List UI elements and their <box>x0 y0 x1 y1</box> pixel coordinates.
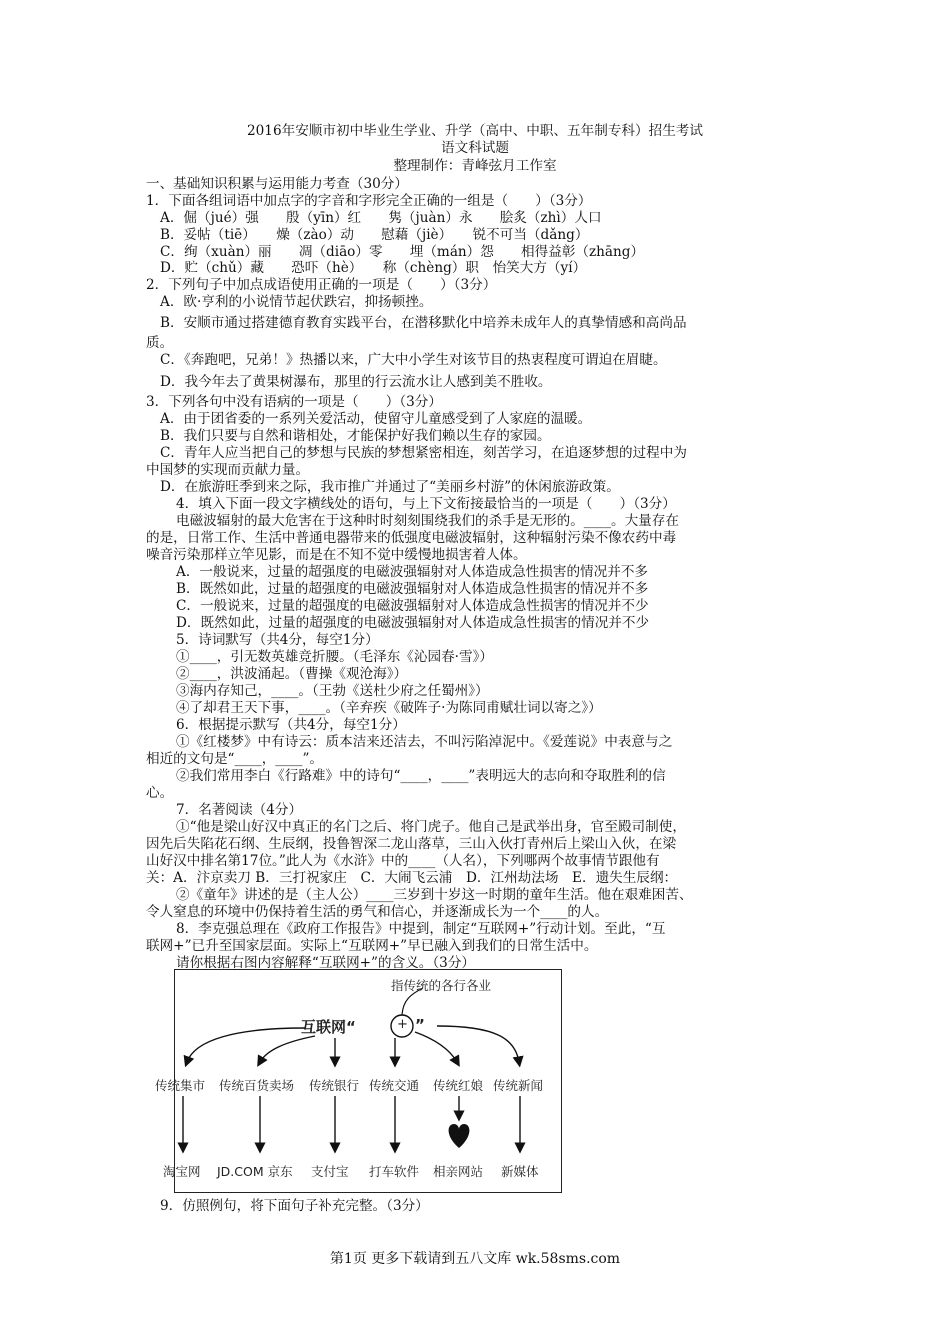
bottom-label-dating-site: 相亲网站 <box>433 1164 484 1179</box>
top-label-bank: 传统银行 <box>309 1078 360 1093</box>
q5-item-4: ④了却君王天下事，____。（辛弃疾《破阵子·为陈同甫赋壮词以寄之》） <box>176 700 602 716</box>
question-2: 2．下列句子中加点成语使用正确的一项是（ ）（3分） <box>146 277 497 293</box>
question-3: 3．下列各句中没有语病的一项是（ ）（3分） <box>146 394 442 410</box>
figure-plus-sign: + <box>397 1017 408 1032</box>
top-label-transport: 传统交通 <box>369 1078 420 1093</box>
q4-option-c: C．一般说来，过量的超强度的电磁波强辐射对人体造成急性损害的情况并不少 <box>176 598 649 614</box>
figure-note: 指传统的各行各业 <box>391 978 492 993</box>
q2-option-b: B．安顺市通过搭建德育教育实践平台，在潜移默化中培养未成年人的真挚情感和高尚品 <box>160 315 687 331</box>
internet-plus-diagram <box>155 969 562 1193</box>
q3-option-c: C．青年人应当把自己的梦想与民族的梦想紧密相连，刻苦学习，在追逐梦想的过程中为 <box>160 445 687 461</box>
q3-option-c-cont: 中国梦的实现而贡献力量。 <box>146 462 310 478</box>
figure-center-close: ” <box>415 1016 425 1034</box>
q4-passage-1: 电磁波辐射的最大危害在于这种时时刻刻围绕我们的杀手是无形的。____。大量存在 <box>176 513 679 529</box>
top-label-store: 传统百货卖场 <box>219 1078 295 1093</box>
bottom-label-jd: JD.COM 京东 <box>217 1164 293 1179</box>
arrow-to-store <box>260 1036 315 1062</box>
q2-option-a: A．欧·亨利的小说情节起伏跌宕，抑扬顿挫。 <box>160 294 433 310</box>
q1-option-a: A．倔（jué）强 殷（yīn）红 隽（juàn）永 脍炙（zhì）人口 <box>160 210 602 226</box>
page-footer: 第1页 更多下载请到五八文库 wk.58sms.com <box>329 1251 621 1267</box>
top-label-news: 传统新闻 <box>493 1078 544 1093</box>
q8-line2: 联网+”已升至国家层面。实际上“互联网+”早已融入到我们的日常生活中。 <box>146 938 598 954</box>
q6-item-1: ①《红楼梦》中有诗云：质本洁来还洁去，不叫污陷淖泥中。《爱莲说》中表意与之 <box>176 734 673 750</box>
compiler-credit: 整理制作：青峰弦月工作室 <box>393 158 557 174</box>
q7-item-1: ①“他是梁山好汉中真正的名门之后、将门虎子。他自己是武举出身，官至殿司制使， <box>176 819 686 835</box>
q1-option-c: C．绚（xuàn）丽 凋（diāo）零 埋（mán）怨 相得益彰（zhāng） <box>160 244 645 260</box>
q3-option-d: D．在旅游旺季到来之际，我市推广并通过了“美丽乡村游”的休闲旅游政策。 <box>160 479 620 495</box>
question-5: 5．诗词默写（共4分，每空1分） <box>176 632 379 648</box>
q6-item-2: ②我们常用李白《行路难》中的诗句“____，____”表明远大的志向和夺取胜利的信 <box>176 768 666 784</box>
q6-item-1-cont: 相近的文句是“____，____”。 <box>146 751 324 767</box>
q1-option-d: D．贮（chǔ）藏 恐吓（hè） 称（chèng）职 怡笑大方（yí） <box>160 260 587 276</box>
heart-icon <box>449 1124 470 1148</box>
question-7: 7．名著阅读（4分） <box>176 802 303 818</box>
q2-option-b-cont: 质。 <box>146 335 174 351</box>
q5-item-3: ③海内存知己，____。（王勃《送杜少府之任蜀州》） <box>176 683 489 699</box>
q5-item-2: ②____，洪波涌起。（曹操《观沧海》） <box>176 666 408 682</box>
bottom-label-taobao: 淘宝网 <box>163 1164 201 1179</box>
question-1: 1．下面各组词语中加点字的字音和字形完全正确的一组是（ ）（3分） <box>146 193 592 209</box>
q2-option-c: C．《奔跑吧，兄弟！》热播以来，广大中小学生对该节目的热衷程度可谓迫在眉睫。 <box>160 352 667 368</box>
question-6: 6．根据提示默写（共4分，每空1分） <box>176 717 406 733</box>
q1-option-b: B．妥帖（tiē） 燥（zào）动 慰藉（jiè） 锐不可当（dǎng） <box>160 227 589 243</box>
q7-item-1-line2: 因先后失陷花石纲、生辰纲，投鲁智深二龙山落草，三山入伙打青州后上梁山入伙，在梁 <box>146 836 677 852</box>
q7-item-2-cont: 令人窒息的环境中仍保持着生活的勇气和信心，并逐渐成长为一个____的人。 <box>146 904 609 920</box>
q7-item-1-line3: 山好汉中排名第17位。”此人为《水浒》中的____（人名），下列哪两个故事情节跟他有 <box>146 853 660 869</box>
q6-item-2-cont: 心。 <box>146 785 174 801</box>
top-label-matchmaker: 传统红娘 <box>433 1078 484 1093</box>
bottom-label-new-media: 新媒体 <box>501 1164 539 1179</box>
question-9: 9．仿照例句，将下面句子补充完整。（3分） <box>160 1198 429 1214</box>
q4-passage-3: 噪音污染那样立竿见影，而是在不知不觉中缓慢地损害着人体。 <box>146 547 527 563</box>
section-heading: 一、基础知识积累与运用能力考查（30分） <box>146 176 408 192</box>
arrow-to-matchmaker <box>415 1032 457 1062</box>
bottom-label-taxi-app: 打车软件 <box>369 1164 420 1179</box>
question-8: 8．李克强总理在《政府工作报告》中提到，制定“互联网+”行动计划。至此，“互 <box>176 921 666 937</box>
q4-option-b: B．既然如此，过量的超强度的电磁波强辐射对人体造成急性损害的情况并不多 <box>176 581 649 597</box>
arrow-to-news <box>437 1026 519 1062</box>
figure-center-label: 互联网“ <box>301 1018 356 1036</box>
q5-item-1: ①____，引无数英雄竞折腰。（毛泽东《沁园春·雪》） <box>176 649 493 665</box>
q8-prompt: 请你根据右图内容解释“互联网+”的含义。（3分） <box>176 955 476 971</box>
q4-passage-2: 的是，日常工作、生活中普通电器带来的低强度电磁波辐射，这种辐射污染不像农药中毒 <box>146 530 677 546</box>
q4-option-a: A．一般说来，过量的超强度的电磁波强辐射对人体造成急性损害的情况并不多 <box>176 564 649 580</box>
q7-item-1-line4: 关：A．汴京卖刀 B．三打祝家庄 C．大闹飞云浦 D．江州劫法场 E．遗失生辰纲： <box>146 870 678 886</box>
q4-option-d: D．既然如此，过量的超强度的电磁波强辐射对人体造成急性损害的情况并不少 <box>176 615 650 631</box>
q3-option-a: A．由于团省委的一系列关爱活动，使留守儿童感受到了人家庭的温暖。 <box>160 411 592 427</box>
q3-option-b: B．我们只要与自然和谐相处，才能保护好我们赖以生存的家园。 <box>160 428 551 444</box>
q2-option-d: D．我今年去了黄果树瀑布，那里的行云流水让人感到美不胜收。 <box>160 374 552 390</box>
q7-item-2: ②《童年》讲述的是（主人公）____三岁到十岁这一时期的童年生活。他在艰难困苦、 <box>176 887 693 903</box>
exam-subject: 语文科试题 <box>441 140 509 156</box>
bottom-label-alipay: 支付宝 <box>311 1164 349 1179</box>
arrow-to-market <box>187 1028 305 1062</box>
exam-title: 2016年安顺市初中毕业生学业、升学（高中、中职、五年制专科）招生考试 <box>247 123 703 139</box>
question-4: 4．填入下面一段文字横线处的语句，与上下文衔接最恰当的一项是（ ）（3分） <box>176 496 676 512</box>
top-label-market: 传统集市 <box>155 1078 206 1093</box>
